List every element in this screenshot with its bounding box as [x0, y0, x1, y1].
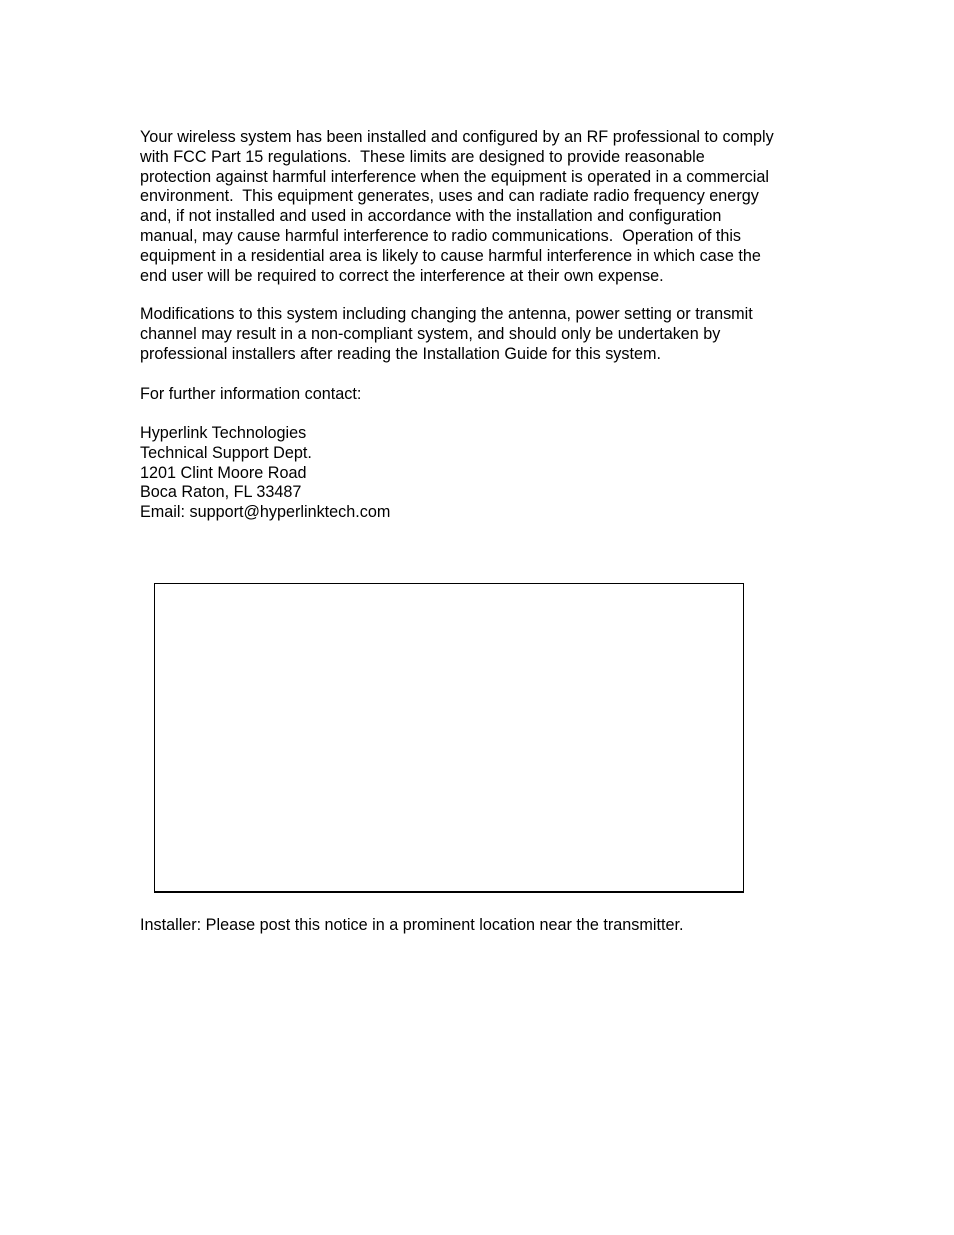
city-state-zip: Boca Raton, FL 33487 — [140, 483, 302, 502]
text-line: For further information contact: — [140, 385, 362, 403]
installer-note — [140, 916, 830, 936]
text-line: protection against harmful interference when the equipment is operated in a commercial — [140, 167, 769, 186]
text-line: and, if not installed and used in accordance with the installation and configuration — [140, 207, 722, 226]
street-address: 1201 Clint Moore Road — [140, 463, 307, 482]
empty-notice-box — [154, 583, 744, 893]
text-line: Modifications to this system including changing the antenna, power setting or transmit — [140, 305, 753, 323]
contact-intro — [140, 385, 830, 405]
text-line: channel may result in a non-compliant system, and should only be undertaken by — [140, 324, 721, 343]
modifications-paragraph — [140, 305, 830, 364]
text-line: Installer: Please post this notice in a prominent location near the transmitter. — [140, 916, 684, 934]
department-name: Technical Support Dept. — [140, 443, 312, 462]
text-line: equipment in a residential area is likely to cause harmful interference in which case the — [140, 246, 761, 265]
fcc-compliance-paragraph — [140, 128, 830, 286]
contact-email: Email: support@hyperlinktech.com — [140, 503, 391, 522]
contact-address-block — [140, 424, 830, 523]
text-line: professional installers after reading the Installation Guide for this system. — [140, 344, 661, 363]
text-line: end user will be required to correct the interference at their own expense. — [140, 266, 664, 285]
text-line: with FCC Part 15 regulations. These limits are designed to provide reasonable — [140, 147, 705, 166]
text-line: Your wireless system has been installed and configured by an RF professional to comply — [140, 128, 774, 146]
text-line: environment. This equipment generates, uses and can radiate radio frequency energy — [140, 187, 759, 206]
text-line: manual, may cause harmful interference to radio communications. Operation of this — [140, 226, 742, 245]
company-name: Hyperlink Technologies — [140, 424, 307, 442]
